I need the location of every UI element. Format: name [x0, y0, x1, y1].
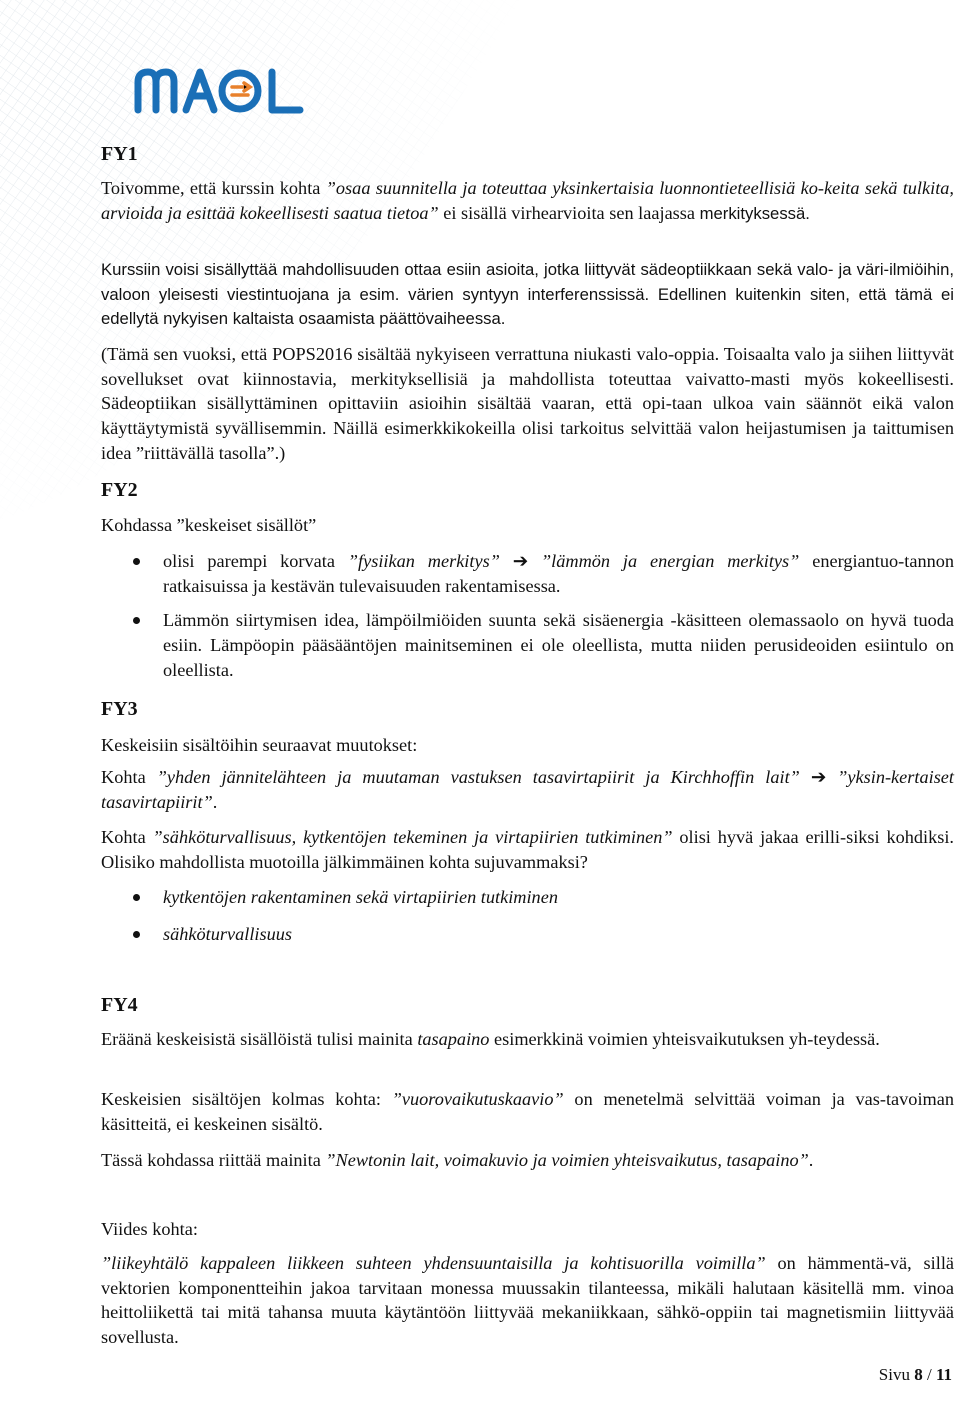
fy1-paragraph-2: Kurssiin voisi sisällyttää mahdollisuuden ottaa esiin asioita, jotka liittyvät sädeoptiikkaan sekä valo- ja väri-ilmiöihin, valoon yleisesti viestintuojana ja esim. värien syntyyn interferenssissä. Edellinen kuitenkin siten, että tämä ei edellytä nykyisen kaltaista osaamista päättövaiheessa.	[101, 260, 954, 329]
heading-fy4: FY4	[101, 994, 138, 1016]
fy4-p1-text-2: esimerkkinä voimien yhteisvaikutuksen yh-teydessä.	[489, 1029, 880, 1049]
fy4-p3-text-1: Tässä kohdassa riittää mainita	[101, 1150, 326, 1170]
fy3-p1-quote-1: ”yhden jännitelähteen ja muutaman vastuksen tasavirtapiirit ja Kirchhoffin lait”	[156, 767, 800, 787]
fy1-p1-text-1: Toivomme, että kurssin kohta	[101, 178, 326, 198]
total-pages: 11	[935, 1365, 952, 1384]
page-separator: /	[922, 1365, 936, 1384]
heading-fy3: FY3	[101, 698, 138, 720]
fy1-p1-text-2: ei sisällä virhearvioita sen laajassa	[438, 202, 700, 223]
fy3-p1-text-1: Kohta	[101, 767, 157, 787]
arrow-right-icon: ➔	[810, 767, 827, 787]
fy4-p2-text-1: Keskeisien sisältöjen kolmas kohta:	[101, 1089, 392, 1109]
fy4-p5-quote: ”liikeyhtälö kappaleen liikkeen suhteen yhdensuuntaisilla ja kohtisuorilla voimilla”	[101, 1253, 766, 1273]
fy4-paragraph-5	[101, 1251, 954, 1350]
fy1-paragraph-3: (Tämä sen vuoksi, että POPS2016 sisältää nykyiseen verrattuna niukasti valo-oppia. Toisaalta valo ja siihen liittyvät sovellukset ovat kiinnostavia, merkityksellisiä ja mahdollista toteuttaa vaivatto-masti myös kokeellisesti. Sädeoptiikan sisällyttäminen opittaviin asioihin sisältää vaaran, että opi-taan ulkoa vain säännöt eikä valon käyttäytymistä syvällisemmin. Näillä esimerkkikokeilla olisi tarkoitus selvittää valon heijastumisen ja taittumisen idea ”riittävällä tasolla”.)	[101, 344, 954, 463]
fy2-b1-text-2: energiantuo-tannon ratkaisuissa ja kestävän tulevaisuuden rakentamisessa.	[163, 551, 955, 596]
list-item	[101, 608, 954, 682]
fy3-intro: Keskeisiin sisältöihin seuraavat muutokset:	[101, 735, 418, 755]
fy2-bullet-1-text	[163, 549, 954, 598]
fy3-bullet-2-text: sähköturvallisuus	[163, 923, 292, 944]
list-item	[101, 885, 954, 910]
fy3-p1-quote-2: ”yksin-kertaiset tasavirtapiirit”	[101, 767, 955, 812]
arrow-right-icon: ➔	[512, 551, 529, 571]
fy4-p2-text-2: on menetelmä selvittää voiman ja vas-tavoiman käsitteitä, ei keskeinen sisältö.	[101, 1089, 954, 1134]
page-number	[879, 1365, 952, 1385]
fy4-paragraph-3	[101, 1148, 954, 1173]
fy2-b1-quote-2: ”lämmön ja energian merkitys”	[540, 551, 800, 571]
fy4-p5-text: on hämmentä-vä, sillä vektorien komponentteihin jakoa tarvitaan monessa muussakin tilanteessa, mikäli halutaan käsitellä mm. vinoa heittoliikettä tai mitä tahansa muuta käytäntöön liittyvää mekaniikkaan, sähkö-oppiin tai magnetismiin liittyvää sovellusta.	[101, 1253, 955, 1348]
heading-fy2: FY2	[101, 479, 138, 501]
fy3-paragraph-2	[101, 825, 954, 874]
list-item	[101, 549, 954, 598]
fy3-p2-text-2: olisi hyvä jakaa erilli-siksi kohdiksi. Olisiko mahdollista muotoilla jälkimmäinen kohta sujuvammaksi?	[101, 827, 954, 872]
fy2-b1-text-1: olisi parempi korvata	[163, 551, 348, 571]
fy4-p2-quote: ”vuorovaikutuskaavio”	[391, 1089, 564, 1109]
fy4-paragraph-1	[101, 1027, 954, 1052]
fy3-bullet-1-text: kytkentöjen rakentaminen sekä virtapiirien tutkiminen	[163, 887, 558, 907]
fy1-p1-tail: merkityksessä.	[699, 203, 810, 223]
fy2-b1-quote-1: ”fysiikan merkitys”	[347, 551, 500, 571]
heading-fy1: FY1	[101, 143, 138, 165]
fy4-p1-text-1: Eräänä keskeisistä sisällöistä tulisi mainita	[101, 1029, 418, 1049]
bullet-icon	[133, 931, 140, 938]
fy2-bullet-2-text: Lämmön siirtymisen idea, lämpöilmiöiden suunta sekä sisäenergia -käsitteen olemassaolo on hyvä tuoda esiin. Lämpöopin pääsääntöjen mainitseminen ei ole oleellista, mutta niiden perusideoiden esiintulo on oleellista.	[163, 610, 954, 680]
fy1-paragraph-1	[101, 176, 954, 226]
fy3-p2-quote: ”sähköturvallisuus, kytkentöjen tekeminen ja virtapiirien tutkiminen”	[152, 827, 673, 847]
fy3-p1-text-2: .	[212, 791, 218, 812]
fy4-paragraph-2	[101, 1087, 954, 1136]
fy3-bullet-list	[101, 885, 954, 946]
fy4-p1-italic: tasapaino	[417, 1029, 490, 1049]
fy1-p1-quote: ”osaa suunnitella ja toteuttaa yksinkertaisia luonnontieteellisiä ko-keita sekä tulkita, arvioida ja esittää kokeellisesti saatua tietoa”	[101, 178, 954, 223]
fy4-p3-text-2: .	[808, 1150, 814, 1170]
maol-logo	[132, 58, 307, 118]
fy4-paragraph-4: Viides kohta:	[101, 1219, 198, 1239]
list-item	[101, 922, 954, 947]
fy2-intro: Kohdassa ”keskeiset sisällöt”	[101, 515, 317, 535]
fy4-p3-quote: ”Newtonin lait, voimakuvio ja voimien yhteisvaikutus, tasapaino”	[325, 1150, 809, 1170]
bullet-icon	[133, 617, 140, 624]
fy2-bullet-list	[101, 549, 954, 683]
current-page: 8	[914, 1365, 923, 1384]
page-label: Sivu	[878, 1365, 915, 1384]
bullet-icon	[133, 894, 140, 901]
fy3-p2-text-1: Kohta	[101, 827, 153, 847]
fy3-paragraph-1	[101, 765, 954, 814]
bullet-icon	[133, 558, 140, 565]
